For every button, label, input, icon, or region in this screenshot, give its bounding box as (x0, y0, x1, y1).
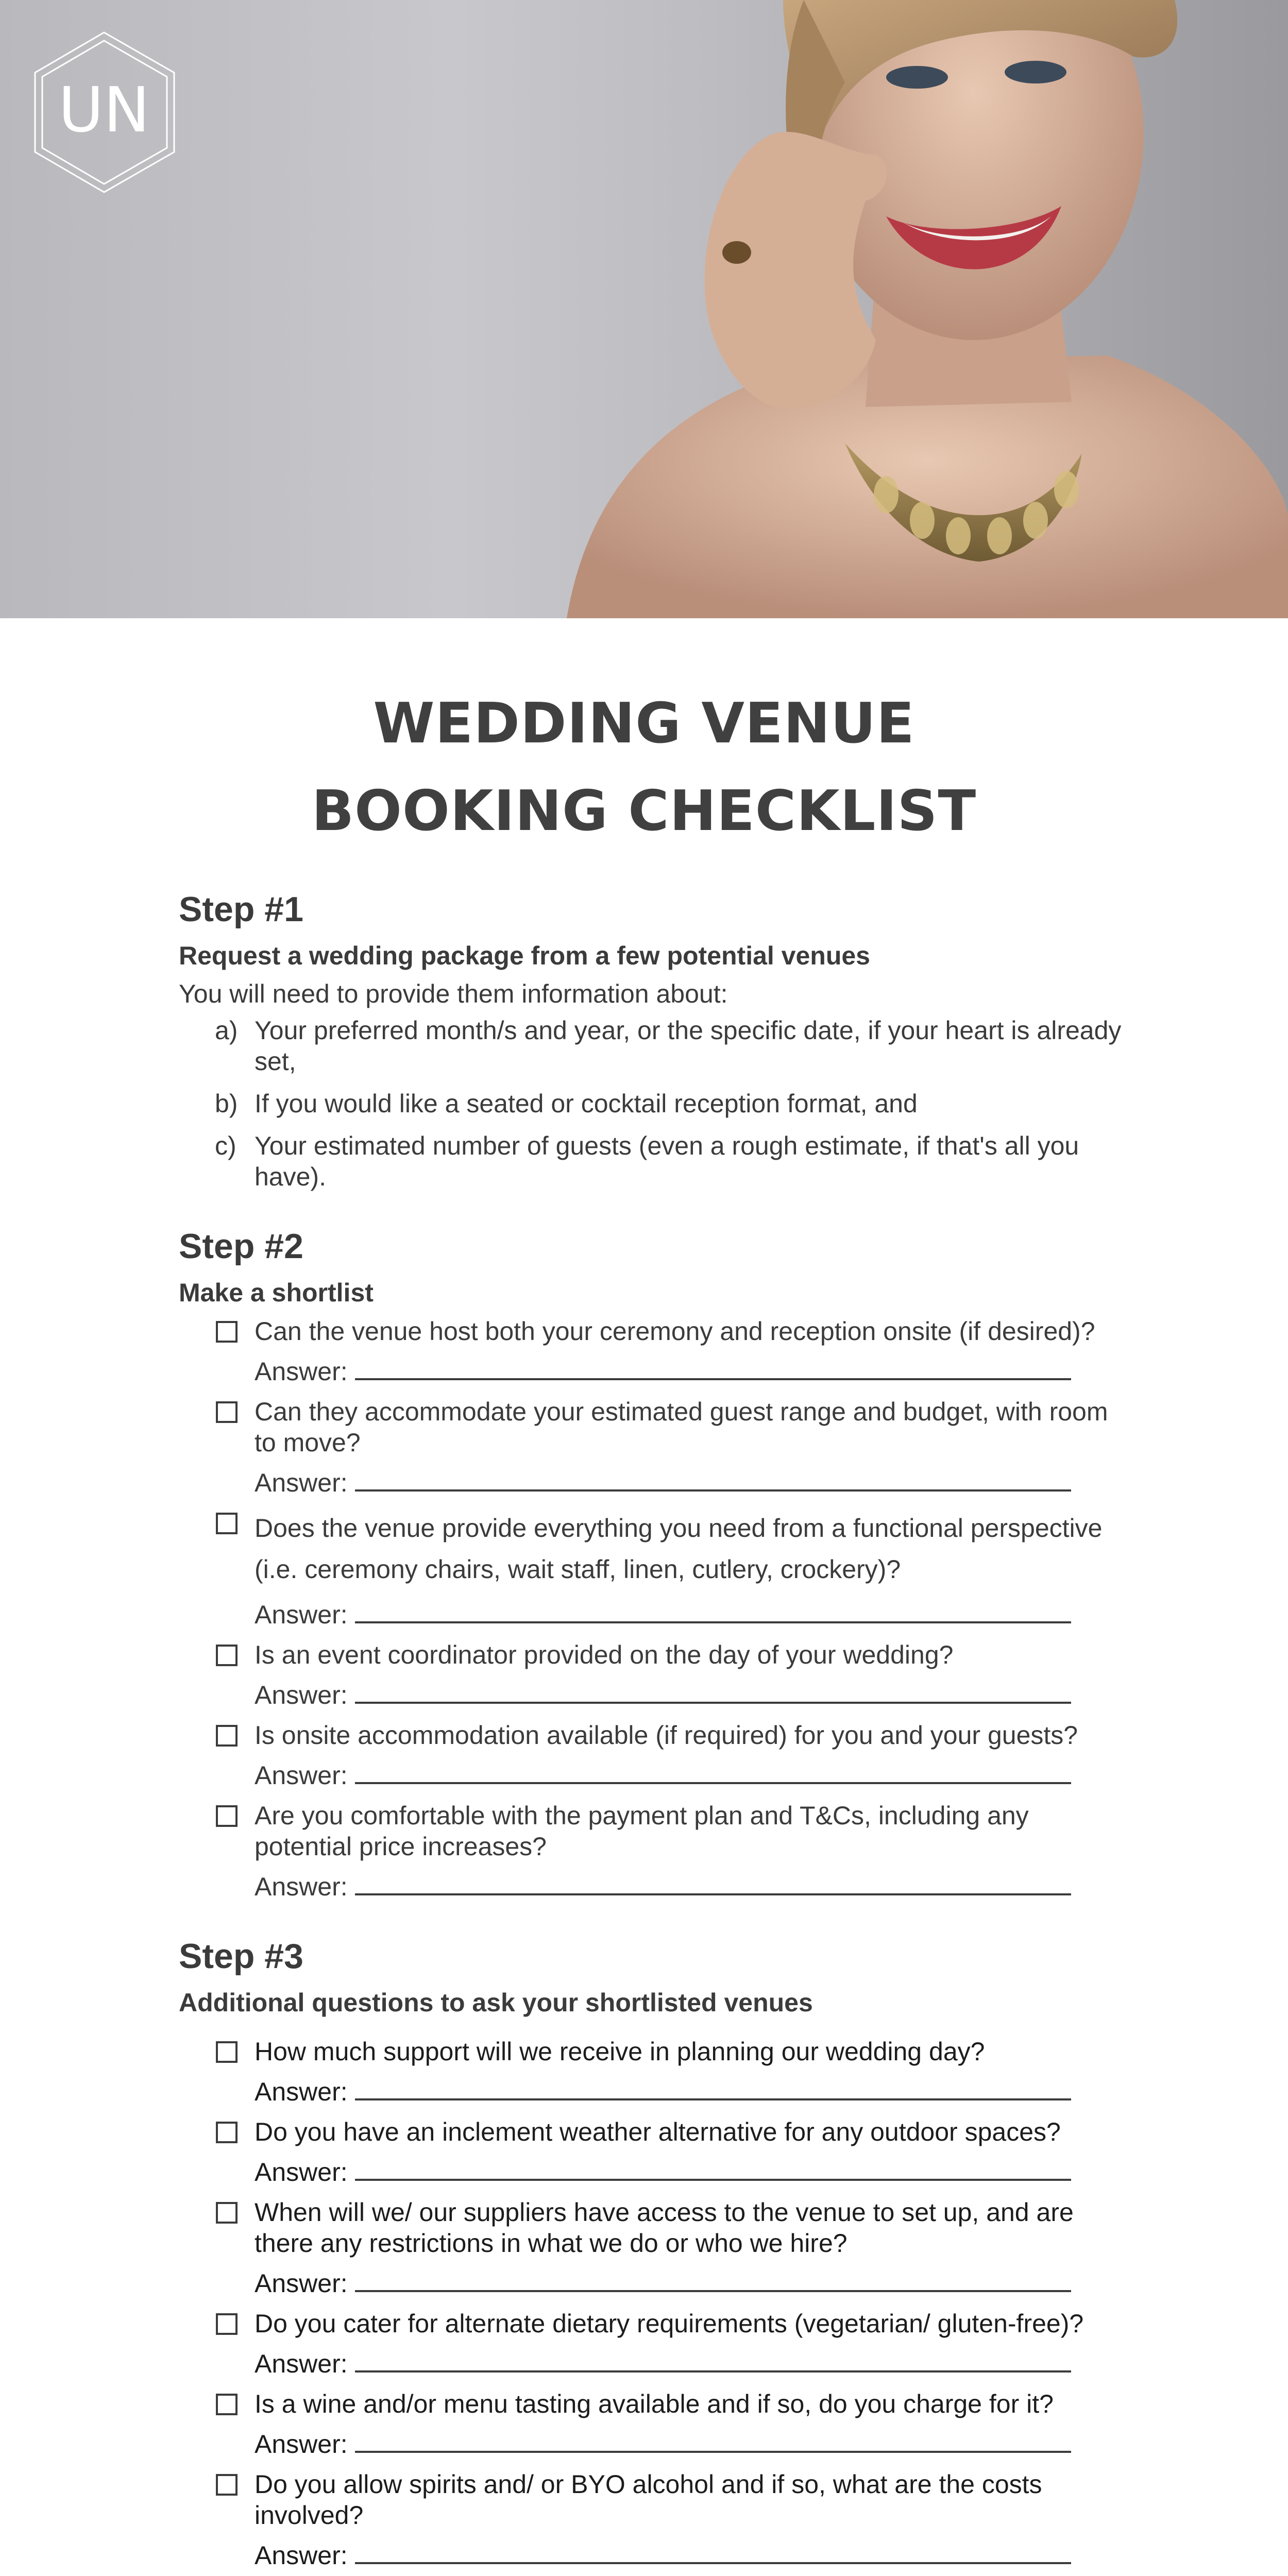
checkbox[interactable] (216, 1321, 238, 1343)
list-item-text: Your preferred month/s and year, or the specific date, if your heart is already set, (255, 1016, 1122, 1076)
checkbox[interactable] (216, 2313, 238, 2335)
answer-label: Answer: (255, 1681, 348, 1709)
question-text: Do you cater for alternate dietary requirements (vegetarian/ gluten-free)? (255, 2309, 1084, 2338)
step-3-section (179, 1933, 1132, 2576)
step-2-subtitle: Make a shortlist (179, 1278, 374, 1307)
step-1-title: Step #1 (179, 890, 303, 929)
checklist-content (179, 886, 1132, 2576)
question-text: Can the venue host both your ceremony and reception onsite (if desired)? (255, 1317, 1095, 1346)
question-text: Is a wine and/or menu tasting available and if so, do you charge for it? (255, 2389, 1054, 2418)
answer-label: Answer: (255, 2349, 348, 2378)
checkbox[interactable] (216, 1725, 238, 1747)
checklist-item (179, 1800, 1132, 1902)
answer-rule[interactable] (355, 1600, 1071, 1623)
page-title (0, 680, 1288, 855)
checkbox[interactable] (216, 2394, 238, 2415)
question-text: Is an event coordinator provided on the day of your wedding? (255, 1640, 954, 1669)
step-2-checklist (179, 1316, 1132, 1902)
answer-rule[interactable] (355, 2429, 1071, 2453)
answer-rule[interactable] (355, 2077, 1071, 2100)
step-1-intro: You will need to provide them information about: (179, 979, 728, 1008)
answer-label: Answer: (255, 1600, 348, 1629)
answer-label: Answer: (255, 2158, 348, 2187)
list-marker: c) (215, 1131, 236, 1160)
answer-rule[interactable] (355, 1468, 1071, 1492)
answer-label: Answer: (255, 1872, 348, 1901)
question-text: How much support will we receive in planning our wedding day? (255, 2037, 985, 2066)
answer-label: Answer: (255, 1357, 348, 1386)
step-2-title: Step #2 (179, 1227, 303, 1266)
hero-photo (0, 0, 1288, 618)
checklist-item (179, 2308, 1132, 2379)
answer-line[interactable] (255, 2348, 1132, 2379)
answer-rule[interactable] (355, 2349, 1071, 2372)
list-item-text: Your estimated number of guests (even a rough estimate, if that's all you have). (255, 1131, 1079, 1191)
question-text: When will we/ our suppliers have access to the venue to set up, and are there any restrictions in what we do or who we hire? (255, 2198, 1074, 2258)
list-item (179, 1015, 1132, 1077)
checklist-item (179, 1316, 1132, 1387)
step-3-checklist (179, 2036, 1132, 2576)
question-text: Do you have an inclement weather alternative for any outdoor spaces? (255, 2117, 1061, 2146)
answer-line[interactable] (255, 2540, 1132, 2571)
answer-label: Answer: (255, 1761, 348, 1790)
answer-rule[interactable] (355, 2157, 1071, 2181)
checklist-item (179, 2116, 1132, 2188)
answer-line[interactable] (255, 2429, 1132, 2460)
answer-rule[interactable] (355, 1357, 1071, 1380)
list-marker: b) (215, 1089, 238, 1118)
checkbox[interactable] (216, 2474, 238, 2496)
checkbox[interactable] (216, 2041, 238, 2063)
list-item (179, 1088, 1132, 1119)
answer-label: Answer: (255, 2269, 348, 2298)
checklist-item (179, 2469, 1132, 2571)
answer-rule[interactable] (355, 2540, 1071, 2564)
step-1-section (179, 886, 1132, 1192)
answer-rule[interactable] (355, 2268, 1071, 2292)
checklist-item (179, 1720, 1132, 1791)
answer-line[interactable] (255, 1871, 1132, 1902)
checkbox[interactable] (216, 1401, 238, 1423)
title-line-2: BOOKING CHECKLIST (311, 779, 977, 843)
list-item (179, 1130, 1132, 1192)
answer-line[interactable] (255, 2157, 1132, 2188)
answer-label: Answer: (255, 2077, 348, 2106)
logo-text: UN (58, 75, 150, 146)
checklist-item (179, 2036, 1132, 2107)
step-1-subtitle: Request a wedding package from a few potential venues (179, 941, 870, 970)
checklist-item (179, 2197, 1132, 2299)
answer-line[interactable] (255, 1680, 1132, 1710)
step-1-list (179, 1015, 1132, 1192)
answer-line[interactable] (255, 1467, 1132, 1498)
checklist-item (179, 1639, 1132, 1710)
bride-photo-illustration (0, 0, 1288, 618)
question-text: Do you allow spirits and/ or BYO alcohol and if so, what are the costs involved? (255, 2470, 1042, 2530)
checkbox[interactable] (216, 2202, 238, 2224)
question-text: Can they accommodate your estimated guest range and budget, with room to move? (255, 1397, 1108, 1457)
answer-line[interactable] (255, 2268, 1132, 2299)
checklist-item (179, 2388, 1132, 2460)
step-3-subtitle: Additional questions to ask your shortlisted venues (179, 1988, 813, 2017)
list-marker: a) (215, 1016, 238, 1045)
question-text: Does the venue provide everything you need from a functional perspective (i.e. ceremony chairs, wait staff, linen, cutlery, crockery)? (255, 1514, 1103, 1584)
answer-line[interactable] (255, 1760, 1132, 1791)
checklist-item (179, 1507, 1132, 1630)
answer-line[interactable] (255, 1599, 1132, 1630)
question-text: Is onsite accommodation available (if required) for you and your guests? (255, 1721, 1078, 1750)
checkbox[interactable] (216, 1513, 238, 1534)
checklist-item (179, 1396, 1132, 1498)
answer-rule[interactable] (355, 1760, 1071, 1784)
answer-line[interactable] (255, 1356, 1132, 1387)
answer-line[interactable] (255, 2076, 1132, 2107)
answer-rule[interactable] (355, 1680, 1071, 1704)
step-3-title: Step #3 (179, 1937, 303, 1976)
step-2-section (179, 1223, 1132, 1902)
checkbox[interactable] (216, 1645, 238, 1666)
checkbox[interactable] (216, 1805, 238, 1827)
question-text: Are you comfortable with the payment plan and T&Cs, including any potential price increases? (255, 1801, 1029, 1861)
answer-rule[interactable] (355, 1872, 1071, 1895)
un-logo-icon (31, 28, 178, 196)
answer-label: Answer: (255, 1468, 348, 1497)
checkbox[interactable] (216, 2122, 238, 2143)
list-item-text: If you would like a seated or cocktail reception format, and (255, 1089, 918, 1118)
answer-label: Answer: (255, 2430, 348, 2459)
answer-label: Answer: (255, 2541, 348, 2570)
title-line-1: WEDDING VENUE (373, 691, 915, 756)
